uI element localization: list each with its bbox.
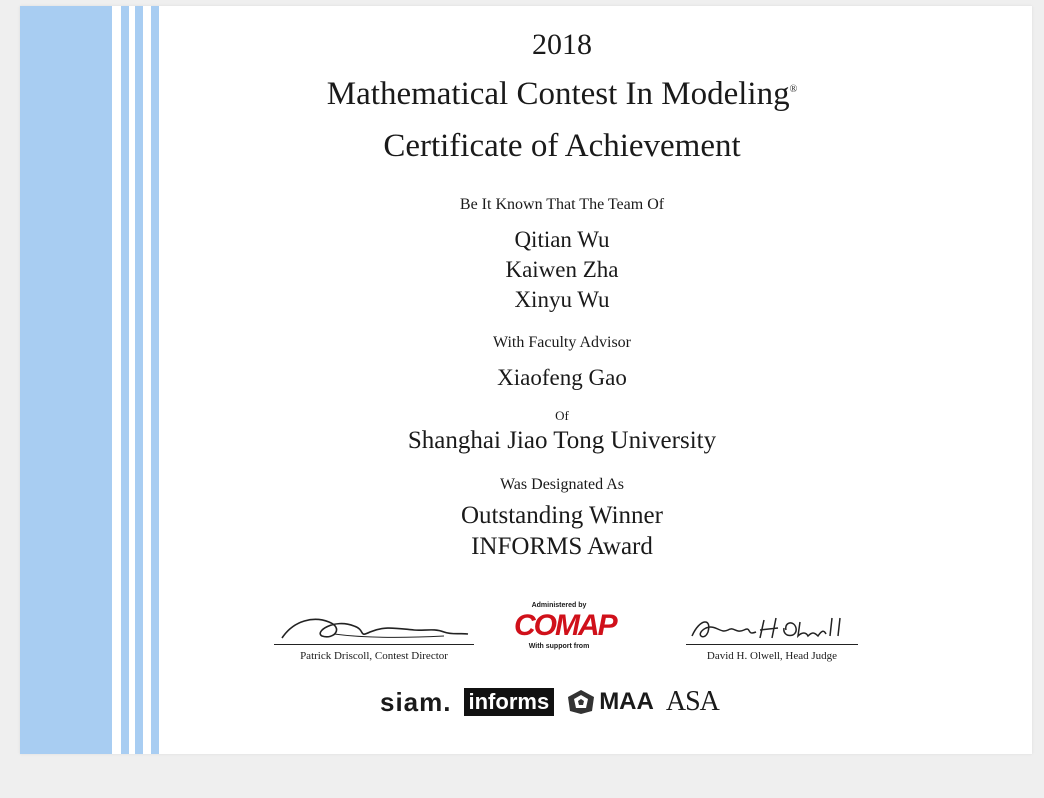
known-label: Be It Known That The Team Of [459,196,665,213]
certificate-year: 2018 [532,28,592,61]
signature-line-left [274,606,474,645]
university-name: Shanghai Jiao Tong University [407,427,717,454]
maa-text: MAA [599,688,654,715]
certificate-subtitle: Certificate of Achievement [383,128,741,164]
siam-logo: siam. [380,686,452,717]
with-support-label: With support from [528,643,590,650]
team-member-3: Xinyu Wu [514,287,610,312]
contest-title-text: Mathematical Contest In Modeling [326,76,790,112]
faculty-advisor: Xiaofeng Gao [497,365,627,390]
contest-title [220,76,904,113]
award-outstanding-winner: Outstanding Winner [461,502,663,529]
of-label: Of [555,408,569,423]
maa-logo [566,688,654,716]
signature-scribble-right [686,608,858,644]
team-member-1: Qitian Wu [514,227,610,252]
signature-caption-left: Patrick Driscoll, Contest Director [300,650,448,662]
advisor-label: With Faculty Advisor [492,334,631,351]
signature-caption-right: David H. Olwell, Head Judge [706,650,838,662]
blue-stripe-3 [151,6,159,754]
blue-stripe-2 [135,6,143,754]
maa-polyhedron-icon [566,689,596,715]
blue-stripe-1 [121,6,129,754]
administered-by-label: Administered by [531,602,587,609]
certificate-page [20,6,1032,754]
registered-mark: ® [789,84,798,95]
comap-block [514,602,616,650]
signature-head-judge [686,606,858,662]
comap-logo: COMAP [514,609,616,642]
award-informs: INFORMS Award [471,533,653,560]
blue-stripe-wide [20,6,112,754]
sponsor-logos [380,682,719,722]
signature-scribble-left [274,608,474,644]
signature-line-right [686,606,858,645]
asa-logo: ASA [665,686,719,717]
signature-contest-director [274,606,474,662]
informs-logo: informs [464,688,555,716]
team-member-2: Kaiwen Zha [505,257,619,282]
designated-label: Was Designated As [499,476,625,493]
